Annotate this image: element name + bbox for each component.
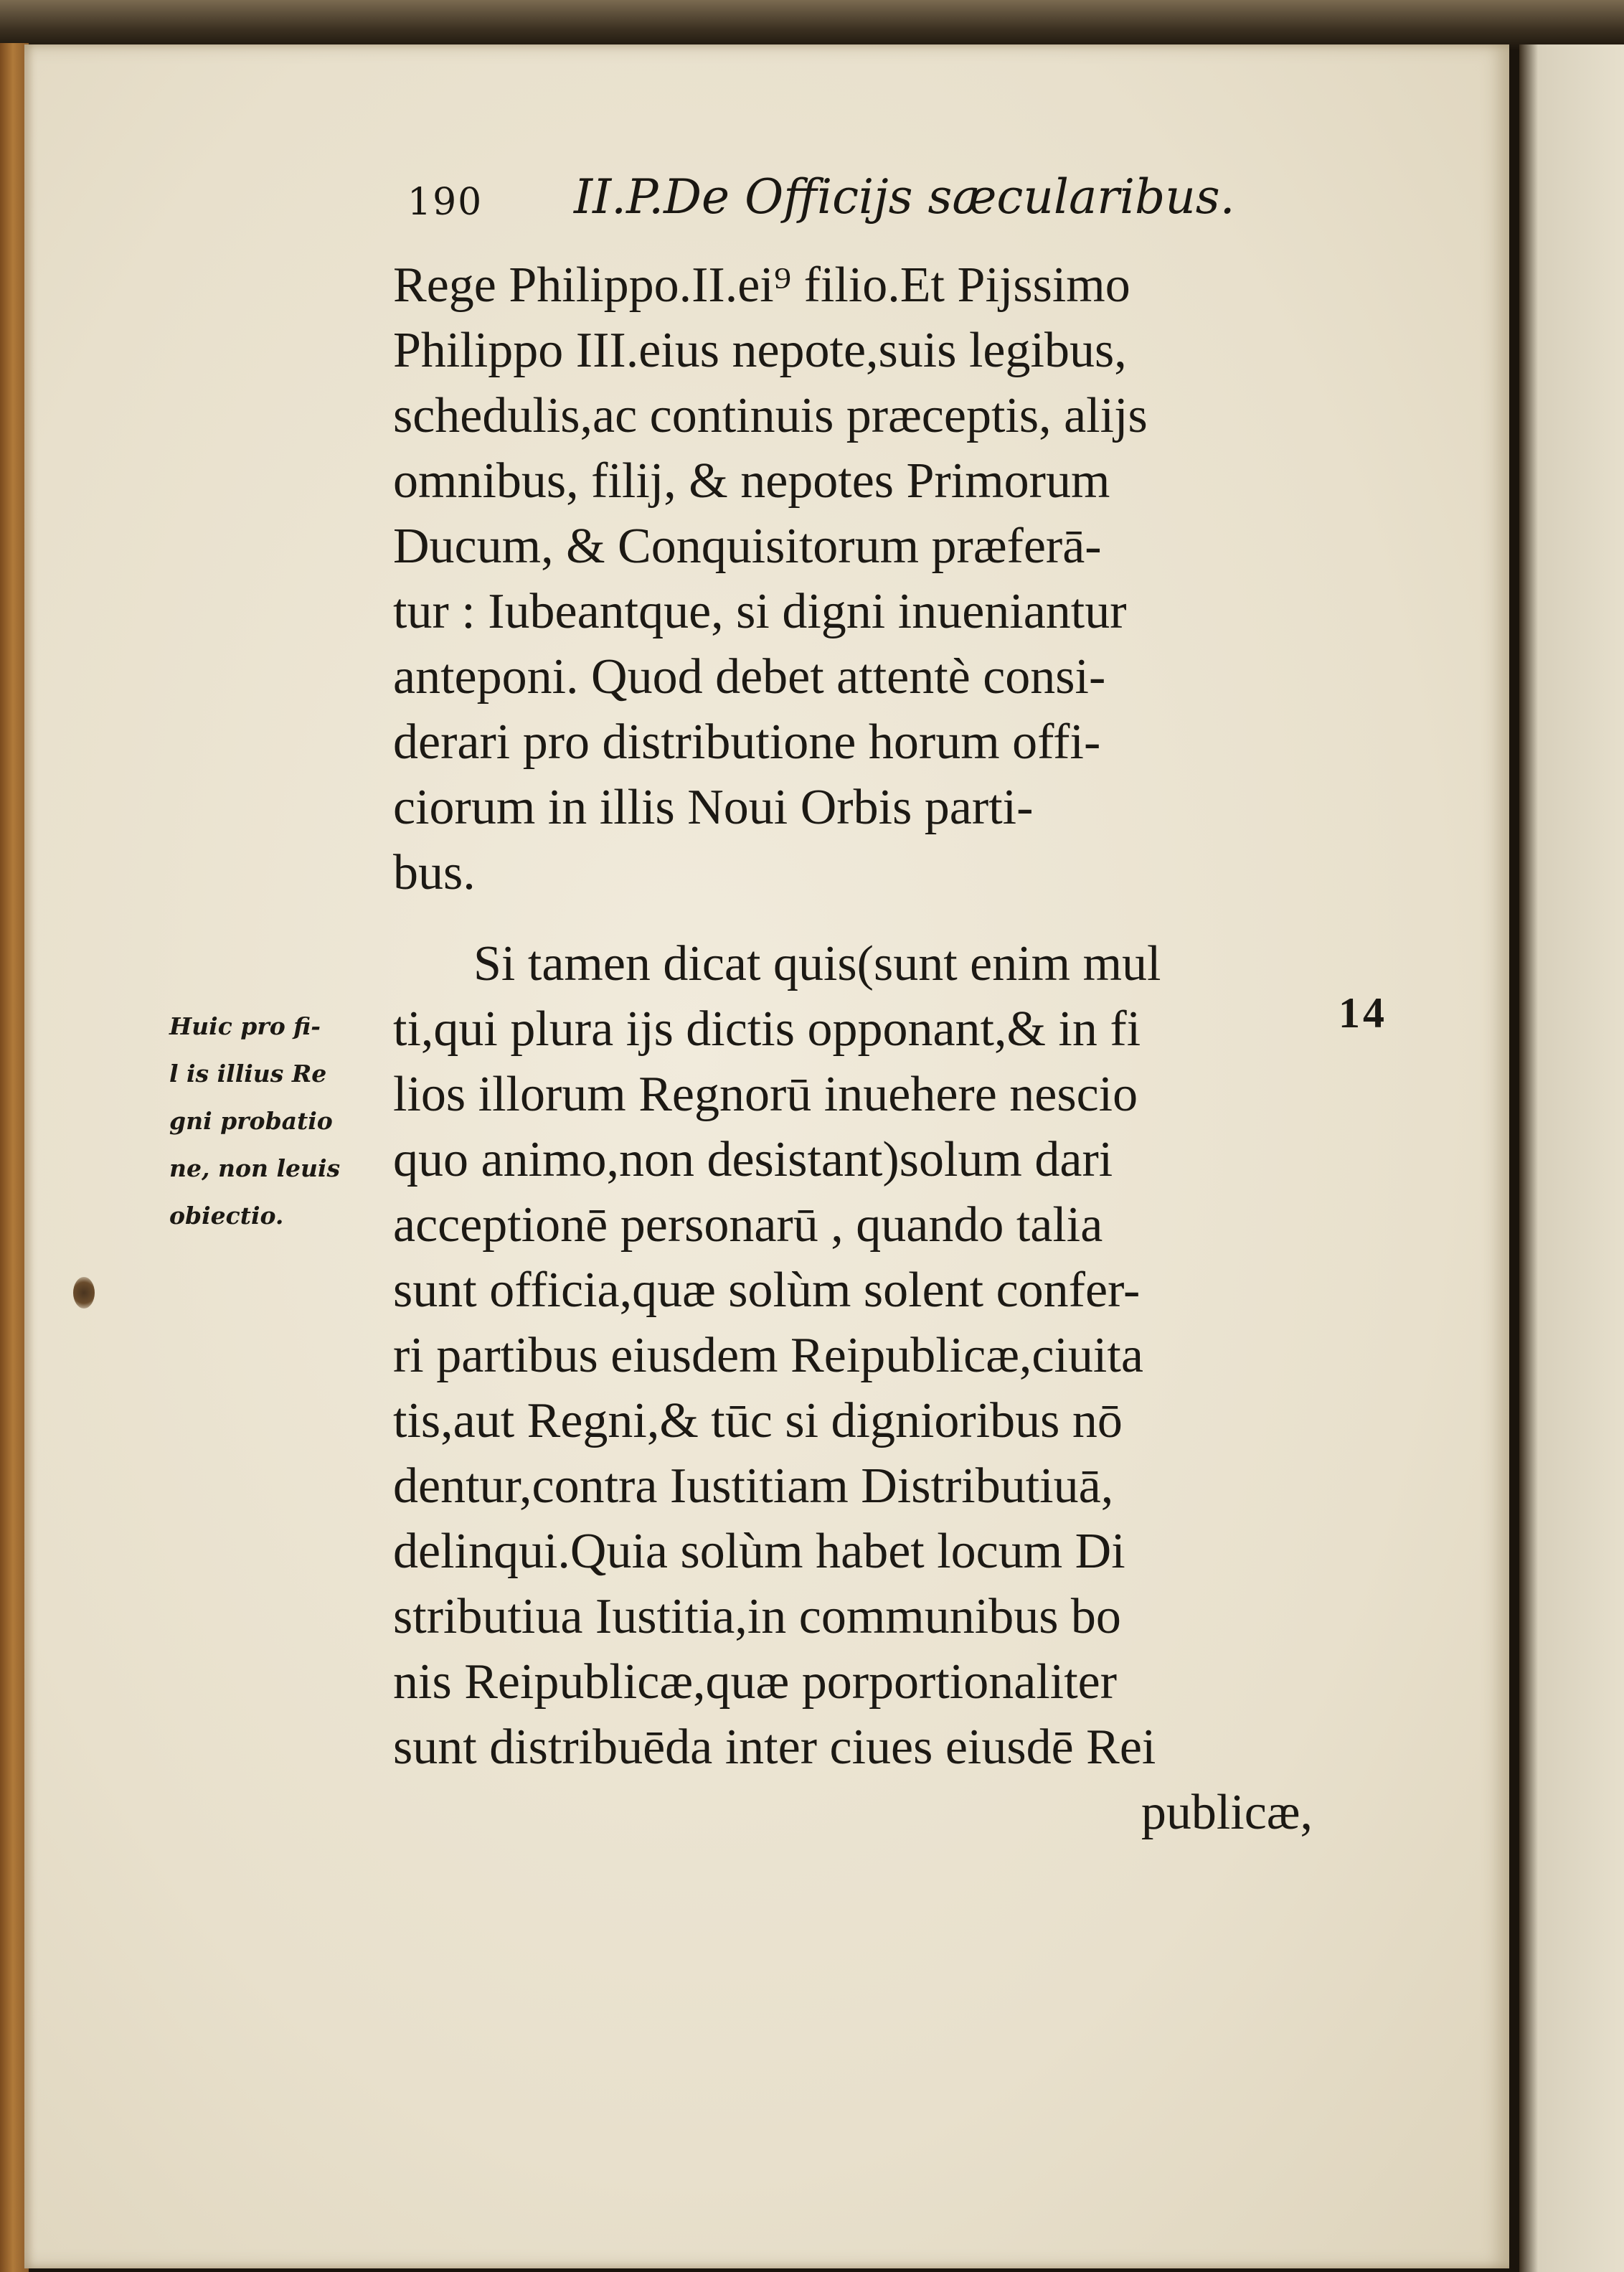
marginal-note-line: gni probatio <box>169 1107 333 1135</box>
marginal-note <box>169 1003 392 1240</box>
running-head <box>407 169 1268 234</box>
foxing-stain <box>73 1277 95 1309</box>
catchword-line: publicæ, <box>1141 1785 1313 1840</box>
text-line: Si tamen dicat quis(sunt enim mul <box>473 936 1161 991</box>
text-line: tur : Iubeantque, si digni inueniantur <box>393 584 1127 639</box>
text-line: derari pro distributione horum offi- <box>393 715 1101 770</box>
section-number: 14 <box>1339 989 1387 1037</box>
text-line: omnibus, filij, & nepotes Primorum <box>393 453 1110 509</box>
text-line: nis Reipublicæ,quæ porportionaliter <box>393 1654 1118 1710</box>
text-line: Philippo III.eius nepote,suis legibus, <box>393 323 1127 378</box>
text-line: Ducum, & Conquisitorum præferā- <box>393 519 1102 574</box>
text-line: schedulis,ac continuis præceptis, alijs <box>393 388 1148 443</box>
page-number: 190 <box>407 181 483 224</box>
text-line: bus. <box>393 845 476 900</box>
text-line: delinqui.Quia solùm habet locum Di <box>393 1524 1125 1579</box>
text-line: sunt distribuēda inter ciues eiusdē Rei <box>393 1720 1156 1775</box>
text-line: dentur,contra Iustitiam Distributiuā, <box>393 1458 1114 1514</box>
text-line: Rege Philippo.II.ei⁹ filio.Et Pijssimo <box>393 258 1130 313</box>
marginal-note-line: obiectio. <box>169 1202 284 1230</box>
text-line: tis,aut Regni,& tūc si dignioribus nō <box>393 1393 1123 1448</box>
text-line: lios illorum Regnorū inuehere nescio <box>393 1067 1138 1122</box>
binding-edge <box>0 0 1624 50</box>
text-line: stributiua Iustitia,in communibus bo <box>393 1589 1121 1644</box>
text-line: ciorum in illis Noui Orbis parti- <box>393 780 1034 835</box>
text-line: quo animo,non desistant)solum dari <box>393 1132 1113 1187</box>
main-text <box>393 253 1326 1845</box>
marginal-note-line: l is illius Re <box>169 1060 327 1088</box>
text-line: anteponi. Quod debet attentè consi- <box>393 649 1106 704</box>
text-line: sunt officia,quæ solùm solent confer- <box>393 1263 1141 1318</box>
text-line: ri partibus eiusdem Reipublicæ,ciuita <box>393 1328 1143 1383</box>
text-line: acceptionē personarū , quando talia <box>393 1197 1103 1253</box>
running-title: II.P.De Officijs sæcularibus. <box>574 169 1235 225</box>
facing-page-edge <box>1519 44 1624 2272</box>
marginal-note-line: Huic pro fi- <box>169 1012 321 1040</box>
marginal-note-line: ne, non leuis <box>169 1154 341 1182</box>
text-line: ti,qui plura ijs dictis opponant,& in fi <box>393 1001 1141 1057</box>
